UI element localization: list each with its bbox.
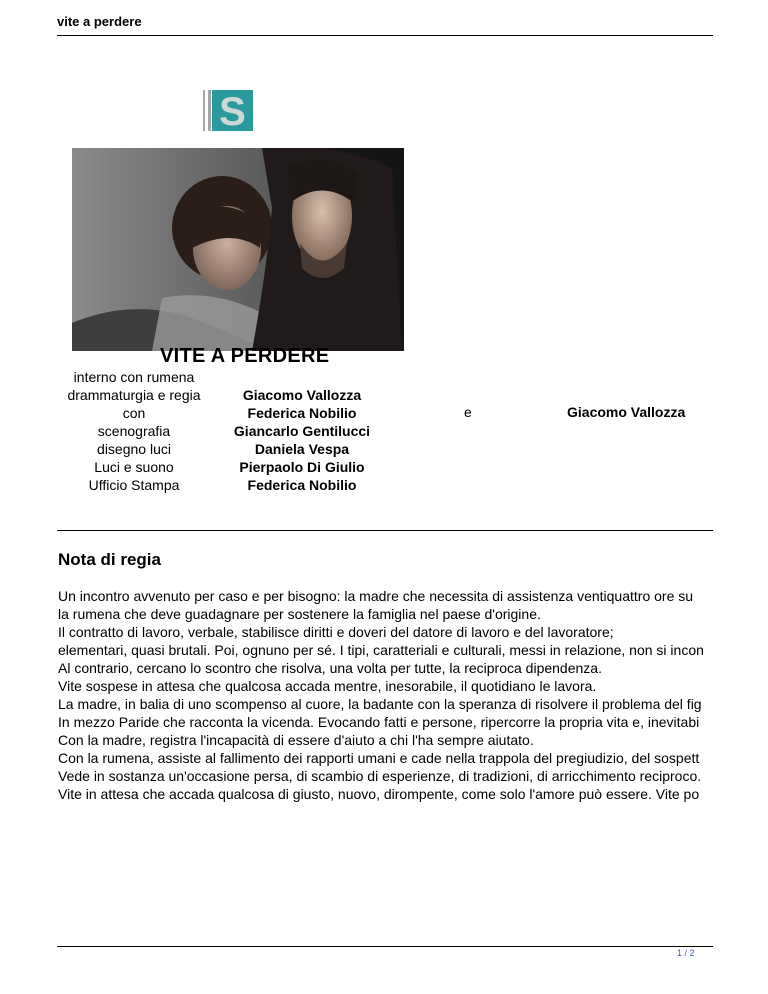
- credits-names: [222, 386, 382, 494]
- section-divider: [57, 530, 713, 531]
- text-line: Con la madre, registra l'incapacità di essere d'aiuto a chi l'ha sempre aiutato.: [58, 732, 534, 748]
- text-line: elementari, quasi brutali. Poi, ognuno per sé. I tipi, caratteriali e culturali, messi in relazione, non si incon: [58, 642, 704, 658]
- credits-roles: [58, 368, 210, 494]
- text-line: Il contratto di lavoro, verbale, stabilisce diritti e doveri del datore di lavoro e del lavoratore;: [58, 624, 614, 640]
- header-divider: [57, 35, 713, 36]
- footer-divider: [57, 946, 713, 947]
- stage-photo: [72, 148, 404, 351]
- role-label: Ufficio Stampa: [88, 477, 180, 493]
- role-label: drammaturgia e regia: [67, 387, 201, 403]
- credit-name: Pierpaolo Di Giulio: [239, 459, 365, 475]
- text-line: Con la rumena, assiste al fallimento dei rapporti umani e cade nella trappola del pregiudizio, del sospett: [58, 750, 700, 766]
- credit-name: Giancarlo Gentilucci: [233, 423, 371, 439]
- text-line: La madre, in balia di uno scompenso al cuore, la badante con la speranza di risolvere il problema del fig: [58, 696, 702, 712]
- text-line: In mezzo Paride che racconta la vicenda. Evocando fatti e persone, ripercorre la propria vita e, inevitabi: [58, 714, 700, 730]
- page-number: 1 / 2: [677, 948, 695, 958]
- credit-name: Federica Nobilio: [247, 405, 357, 421]
- text-line: Un incontro avvenuto per caso e per bisogno: la madre che necessita di assistenza ventiquattro ore su: [58, 588, 694, 604]
- role-label: scenografia: [97, 423, 171, 439]
- stage-logo-icon: [203, 90, 253, 131]
- text-line: Vede in sostanza un'occasione persa, di scambio di esperienze, di tradizioni, di arricchimento reciproco.: [58, 768, 702, 784]
- logo-letter: S: [219, 90, 246, 131]
- text-line: la rumena che deve guadagnare per sostenere la famiglia nel paese d'origine.: [58, 606, 541, 622]
- text-line: Al contrario, cercano lo scontro che risolva, una volta per tutte, la reciproca dipendenza.: [58, 660, 602, 676]
- text-line: Vite in attesa che accada qualcosa di giusto, nuovo, dirompente, come solo l'amore può essere. Vite po: [58, 786, 700, 802]
- credit-name: Giacomo Vallozza: [242, 387, 362, 403]
- credit-name: Federica Nobilio: [247, 477, 357, 493]
- credit-name-extra: Giacomo Vallozza: [567, 404, 686, 420]
- credit-name: Daniela Vespa: [254, 441, 350, 457]
- role-label: Luci e suono: [94, 459, 174, 475]
- section-heading: Nota di regia: [58, 550, 161, 569]
- role-label: con: [122, 405, 146, 421]
- role-label: disegno luci: [97, 441, 171, 457]
- role-label: interno con rumena: [73, 369, 195, 385]
- cast-conjunction: e: [464, 404, 472, 420]
- page-header-title: vite a perdere: [57, 14, 142, 29]
- text-line: Vite sospese in attesa che qualcosa accada mentre, inesorabile, il quotidiano le lavora.: [58, 678, 597, 694]
- director-note: [58, 587, 768, 803]
- show-title: VITE A PERDERE: [160, 345, 330, 367]
